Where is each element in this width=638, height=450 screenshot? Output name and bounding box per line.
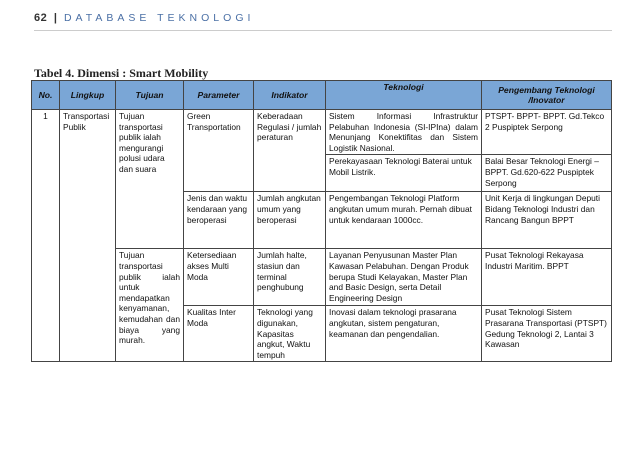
page-number: 62 [34, 12, 48, 24]
cell-tujuan-1: Tujuan transportasi publik ialah mengurangi polusi udara dan suara [116, 110, 184, 249]
cell-tujuan-2: Tujuan transportasi publik ialah untuk mendapatkan kenyamanan, kemudahan dan biaya yang murah. [116, 249, 184, 362]
cell-pengembang-5: Pusat Teknologi Sistem Prasarana Transportasi (PTSPT) Gedung Teknologi 2, Lantai 3 Kawasan [482, 306, 612, 362]
cell-pengembang-3: Unit Kerja di lingkungan Deputi Bidang Teknologi Industri dan Rancang Bangun BPPT [482, 192, 612, 249]
col-header-no: No. [32, 81, 60, 110]
page-header [34, 12, 254, 24]
cell-lingkup: Transportasi Publik [60, 110, 116, 362]
cell-indikator-1: Keberadaan Regulasi / jumlah peraturan [254, 110, 326, 192]
header-separator: | [53, 12, 58, 24]
table-row [32, 110, 612, 155]
header-rule [34, 30, 612, 31]
col-header-lingkup: Lingkup [60, 81, 116, 110]
cell-teknologi-1: Sistem Informasi Infrastruktur Pelabuhan Indonesia (SI-IPIna) dalam Menunjang Konektifitas dan Sistem Logistik Nasional. [326, 110, 482, 155]
table-row [32, 249, 612, 306]
cell-teknologi-2: Perekayasaan Teknologi Baterai untuk Mobil Listrik. [326, 155, 482, 192]
cell-indikator-4: Teknologi yang digunakan, Kapasitas angkut, Waktu tempuh [254, 306, 326, 362]
table-caption: Tabel 4. Dimensi : Smart Mobility [34, 66, 209, 80]
cell-pengembang-4: Pusat Teknologi Rekayasa Industri Maritim. BPPT [482, 249, 612, 306]
col-header-teknologi: Teknologi [326, 81, 482, 110]
table-header-row [32, 81, 612, 110]
smart-mobility-table [31, 80, 612, 362]
document-title: DATABASE TEKNOLOGI [63, 12, 255, 24]
cell-pengembang-1: PTSPT- BPPT- BPPT. Gd.Tekco 2 Puspiptek Serpong [482, 110, 612, 155]
cell-parameter-4: Kualitas Inter Moda [184, 306, 254, 362]
cell-teknologi-5: Inovasi dalam teknologi prasarana angkutan, sistem pengaturan, keamanan dan pengendalian. [326, 306, 482, 362]
col-header-pengembang: Pengembang Teknologi /Inovator [482, 81, 612, 110]
col-header-parameter: Parameter [184, 81, 254, 110]
cell-indikator-2: Jumlah angkutan umum yang beroperasi [254, 192, 326, 249]
cell-indikator-3: Jumlah halte, stasiun dan terminal penghubung [254, 249, 326, 306]
cell-parameter-3: Ketersediaan akses Multi Moda [184, 249, 254, 306]
col-header-indikator: Indikator [254, 81, 326, 110]
cell-parameter-1: Green Transportation [184, 110, 254, 192]
cell-teknologi-3: Pengembangan Teknologi Platform angkutan umum murah. Pernah dibuat untuk kendaraan 1000cc. [326, 192, 482, 249]
cell-no: 1 [32, 110, 60, 362]
cell-teknologi-4: Layanan Penyusunan Master Plan Kawasan Pelabuhan. Dengan Produk berupa Studi Kelayakan, Master Plan and Basic Design, serta Detail Engineering Design [326, 249, 482, 306]
cell-pengembang-2: Balai Besar Teknologi Energi – BPPT. Gd.620-622 Puspiptek Serpong [482, 155, 612, 192]
col-header-tujuan: Tujuan [116, 81, 184, 110]
cell-parameter-2: Jenis dan waktu kendaraan yang beroperasi [184, 192, 254, 249]
